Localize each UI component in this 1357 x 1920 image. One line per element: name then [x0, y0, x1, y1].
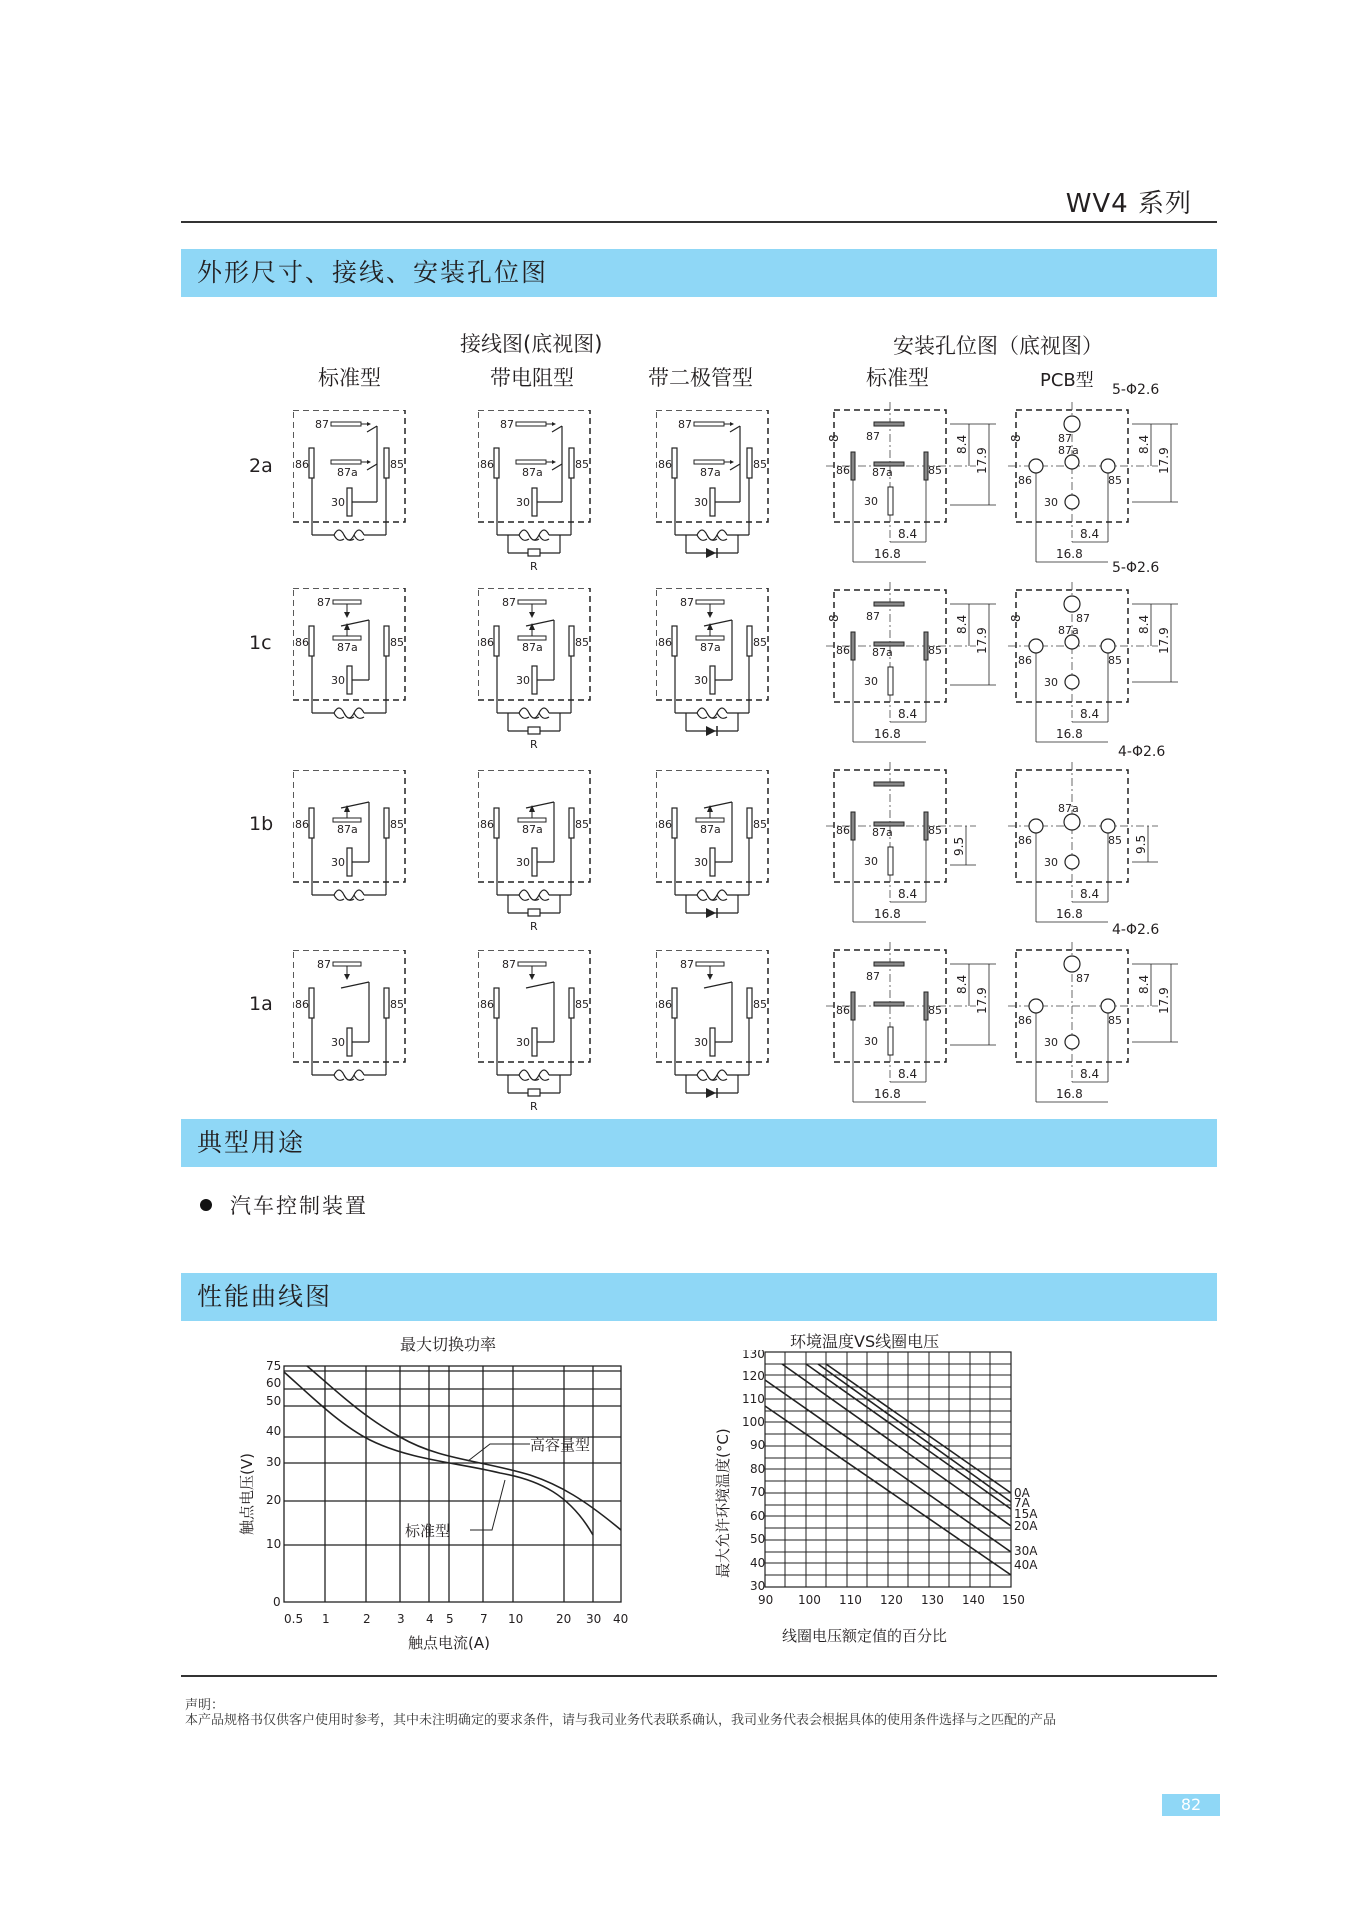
- svg-text:8.4: 8.4: [1080, 887, 1100, 901]
- wiring-diagram-1a-resistor: [478, 950, 608, 1120]
- svg-text:30: 30: [586, 1612, 602, 1626]
- svg-text:高容量型: 高容量型: [530, 1436, 591, 1454]
- column-label-mount-standard: 标准型: [866, 366, 929, 390]
- wiring-diagram-1c-resistor: [478, 588, 608, 758]
- wiring-diagram-2a-standard: [293, 410, 423, 580]
- svg-text:87a: 87a: [1058, 802, 1079, 815]
- svg-text:50: 50: [750, 1532, 766, 1546]
- column-label-pcb: PCB型: [1040, 370, 1094, 391]
- svg-text:17.9: 17.9: [975, 987, 989, 1014]
- svg-text:0.5: 0.5: [284, 1612, 304, 1626]
- row-label-2a: 2a: [249, 455, 273, 477]
- svg-text:8.4: 8.4: [1137, 974, 1151, 994]
- svg-text:110: 110: [839, 1593, 862, 1607]
- svg-text:2: 2: [363, 1612, 371, 1626]
- svg-text:17.9: 17.9: [1157, 447, 1171, 474]
- svg-text:90: 90: [750, 1438, 766, 1452]
- svg-text:8.4: 8.4: [1137, 434, 1151, 454]
- mounting-diagram-1a-standard: [826, 942, 1006, 1112]
- svg-text:16.8: 16.8: [1056, 1087, 1083, 1101]
- svg-text:130: 130: [921, 1593, 944, 1607]
- chart-max-switching-power: [230, 1355, 650, 1655]
- mounting-diagram-2a-standard: [826, 402, 1006, 572]
- chart2-title: 环境温度VS线圈电压: [790, 1332, 940, 1351]
- svg-text:16.8: 16.8: [874, 907, 901, 921]
- svg-text:10: 10: [508, 1612, 524, 1626]
- wiring-group-title: 接线图(底视图): [460, 332, 603, 356]
- svg-text:130: 130: [742, 1350, 765, 1361]
- svg-text:100: 100: [798, 1593, 821, 1607]
- svg-text:17.9: 17.9: [1157, 627, 1171, 654]
- svg-text:9.5: 9.5: [1134, 834, 1148, 854]
- mounting-diagram-1a-pcb: [1008, 942, 1188, 1112]
- svg-text:70: 70: [750, 1485, 766, 1499]
- svg-text:5: 5: [446, 1612, 454, 1626]
- svg-text:80: 80: [750, 1462, 766, 1476]
- svg-text:最大允许环境温度(°C): 最大允许环境温度(°C): [714, 1428, 732, 1578]
- svg-text:线圈电压额定值的百分比: 线圈电压额定值的百分比: [782, 1627, 948, 1645]
- wiring-diagram-1b-resistor: [478, 770, 608, 940]
- pcb-hole-spec-1b: 4-Φ2.6: [1118, 744, 1166, 760]
- svg-text:150: 150: [1002, 1593, 1025, 1607]
- svg-text:8.4: 8.4: [898, 1067, 918, 1081]
- svg-text:16.8: 16.8: [1056, 547, 1083, 561]
- wiring-diagram-2a-resistor: [478, 410, 608, 580]
- svg-text:87a: 87a: [872, 466, 893, 479]
- column-label-standard: 标准型: [318, 366, 381, 390]
- mounting-diagram-2a-pcb: [1008, 402, 1188, 572]
- svg-text:15A: 15A: [1014, 1507, 1038, 1521]
- svg-text:8: 8: [827, 434, 841, 442]
- svg-text:8.4: 8.4: [955, 974, 969, 994]
- svg-text:触点电压(V): 触点电压(V): [238, 1453, 256, 1535]
- svg-text:16.8: 16.8: [874, 727, 901, 741]
- svg-text:87: 87: [1058, 432, 1072, 445]
- svg-text:110: 110: [742, 1392, 765, 1406]
- svg-text:0A: 0A: [1014, 1486, 1030, 1500]
- svg-text:40A: 40A: [1014, 1558, 1038, 1572]
- svg-text:标准型: 标准型: [405, 1522, 451, 1540]
- svg-text:40: 40: [750, 1556, 766, 1570]
- svg-text:30: 30: [266, 1455, 282, 1469]
- svg-text:87a: 87a: [1058, 624, 1079, 637]
- svg-text:87a: 87a: [872, 826, 893, 839]
- wiring-diagram-1b-standard: [293, 770, 423, 940]
- bullet-icon: [200, 1199, 212, 1211]
- svg-text:触点电流(A): 触点电流(A): [408, 1634, 490, 1652]
- svg-text:87a: 87a: [1058, 444, 1079, 457]
- svg-text:100: 100: [742, 1415, 765, 1429]
- svg-text:75: 75: [266, 1359, 282, 1373]
- svg-text:0: 0: [273, 1595, 281, 1609]
- disclaimer-text: 本产品规格书仅供客户使用时参考，其中未注明确定的要求条件，请与我司业务代表联系确认，我司业务代表会根据具体的使用条件选择与之匹配的产品: [185, 1713, 1057, 1728]
- mounting-diagram-1c-standard: [826, 582, 1006, 752]
- wiring-diagram-1c-standard: [293, 588, 423, 758]
- svg-text:8.4: 8.4: [898, 887, 918, 901]
- top-divider: [181, 221, 1217, 223]
- wiring-diagram-1a-diode: [656, 950, 786, 1120]
- wiring-diagram-1a-standard: [293, 950, 423, 1120]
- svg-text:87: 87: [866, 610, 880, 623]
- svg-text:87: 87: [866, 430, 880, 443]
- svg-text:9.5: 9.5: [952, 836, 966, 856]
- svg-text:20: 20: [266, 1493, 282, 1507]
- svg-text:16.8: 16.8: [1056, 907, 1083, 921]
- svg-text:10: 10: [266, 1537, 282, 1551]
- application-label: 汽车控制装置: [230, 1194, 368, 1218]
- svg-text:30: 30: [750, 1579, 766, 1593]
- svg-text:3: 3: [397, 1612, 405, 1626]
- svg-text:40: 40: [613, 1612, 629, 1626]
- svg-text:120: 120: [880, 1593, 903, 1607]
- svg-text:60: 60: [266, 1376, 282, 1390]
- svg-text:140: 140: [962, 1593, 985, 1607]
- svg-text:8.4: 8.4: [955, 614, 969, 634]
- svg-text:30A: 30A: [1014, 1544, 1038, 1558]
- svg-text:120: 120: [742, 1369, 765, 1383]
- svg-text:90: 90: [758, 1593, 774, 1607]
- page-number: 82: [1162, 1794, 1220, 1816]
- svg-text:87: 87: [1076, 612, 1090, 625]
- pcb-hole-spec-1a: 4-Φ2.6: [1112, 922, 1160, 938]
- column-label-diode: 带二极管型: [648, 366, 753, 390]
- section-header-dimensions: 外形尺寸、接线、安装孔位图: [181, 249, 1217, 297]
- svg-text:8: 8: [827, 614, 841, 622]
- svg-text:7A: 7A: [1014, 1496, 1030, 1510]
- wiring-diagram-1b-diode: [656, 770, 786, 940]
- column-label-resistor: 带电阻型: [490, 366, 574, 390]
- disclaimer-title: 声明：: [185, 1698, 225, 1713]
- svg-text:16.8: 16.8: [874, 1087, 901, 1101]
- svg-text:60: 60: [750, 1509, 766, 1523]
- svg-text:40: 40: [266, 1424, 282, 1438]
- svg-text:87a: 87a: [872, 646, 893, 659]
- mounting-diagram-1b-pcb: [1008, 762, 1188, 932]
- section-header-applications: 典型用途: [181, 1119, 1217, 1167]
- svg-text:8.4: 8.4: [898, 527, 918, 541]
- svg-text:8.4: 8.4: [955, 434, 969, 454]
- svg-text:50: 50: [266, 1394, 282, 1408]
- svg-text:1: 1: [322, 1612, 330, 1626]
- svg-text:8.4: 8.4: [1080, 527, 1100, 541]
- svg-text:7: 7: [480, 1612, 488, 1626]
- mounting-diagram-1b-standard: [826, 762, 1006, 932]
- svg-text:16.8: 16.8: [874, 547, 901, 561]
- svg-text:8.4: 8.4: [1137, 614, 1151, 634]
- chart1-title: 最大切换功率: [400, 1335, 497, 1354]
- pcb-hole-spec-2a: 5-Φ2.6: [1112, 382, 1160, 398]
- svg-text:8: 8: [1009, 434, 1023, 442]
- svg-text:17.9: 17.9: [975, 627, 989, 654]
- svg-text:8.4: 8.4: [1080, 707, 1100, 721]
- section-header-performance: 性能曲线图: [181, 1273, 1217, 1321]
- disclaimer: [185, 1698, 1195, 1728]
- svg-text:4: 4: [426, 1612, 434, 1626]
- svg-text:8.4: 8.4: [1080, 1067, 1100, 1081]
- svg-text:20A: 20A: [1014, 1519, 1038, 1533]
- svg-text:17.9: 17.9: [975, 447, 989, 474]
- wiring-diagram-2a-diode: [656, 410, 786, 580]
- svg-text:8: 8: [1009, 614, 1023, 622]
- chart-temp-vs-coil-voltage: [700, 1350, 1060, 1660]
- application-item: [200, 1190, 368, 1220]
- series-title: WV4 系列: [1065, 189, 1192, 219]
- svg-text:8.4: 8.4: [898, 707, 918, 721]
- svg-text:20: 20: [556, 1612, 572, 1626]
- row-label-1c: 1c: [249, 632, 272, 654]
- mounting-group-title: 安装孔位图（底视图）: [893, 334, 1103, 358]
- row-label-1a: 1a: [249, 993, 273, 1015]
- svg-text:16.8: 16.8: [1056, 727, 1083, 741]
- svg-text:17.9: 17.9: [1157, 987, 1171, 1014]
- svg-text:87: 87: [866, 970, 880, 983]
- row-label-1b: 1b: [249, 813, 274, 835]
- svg-text:87: 87: [1076, 972, 1090, 985]
- wiring-diagram-1c-diode: [656, 588, 786, 758]
- pcb-hole-spec-1c: 5-Φ2.6: [1112, 560, 1160, 576]
- mounting-diagram-1c-pcb: [1008, 582, 1188, 752]
- bottom-divider: [181, 1675, 1217, 1677]
